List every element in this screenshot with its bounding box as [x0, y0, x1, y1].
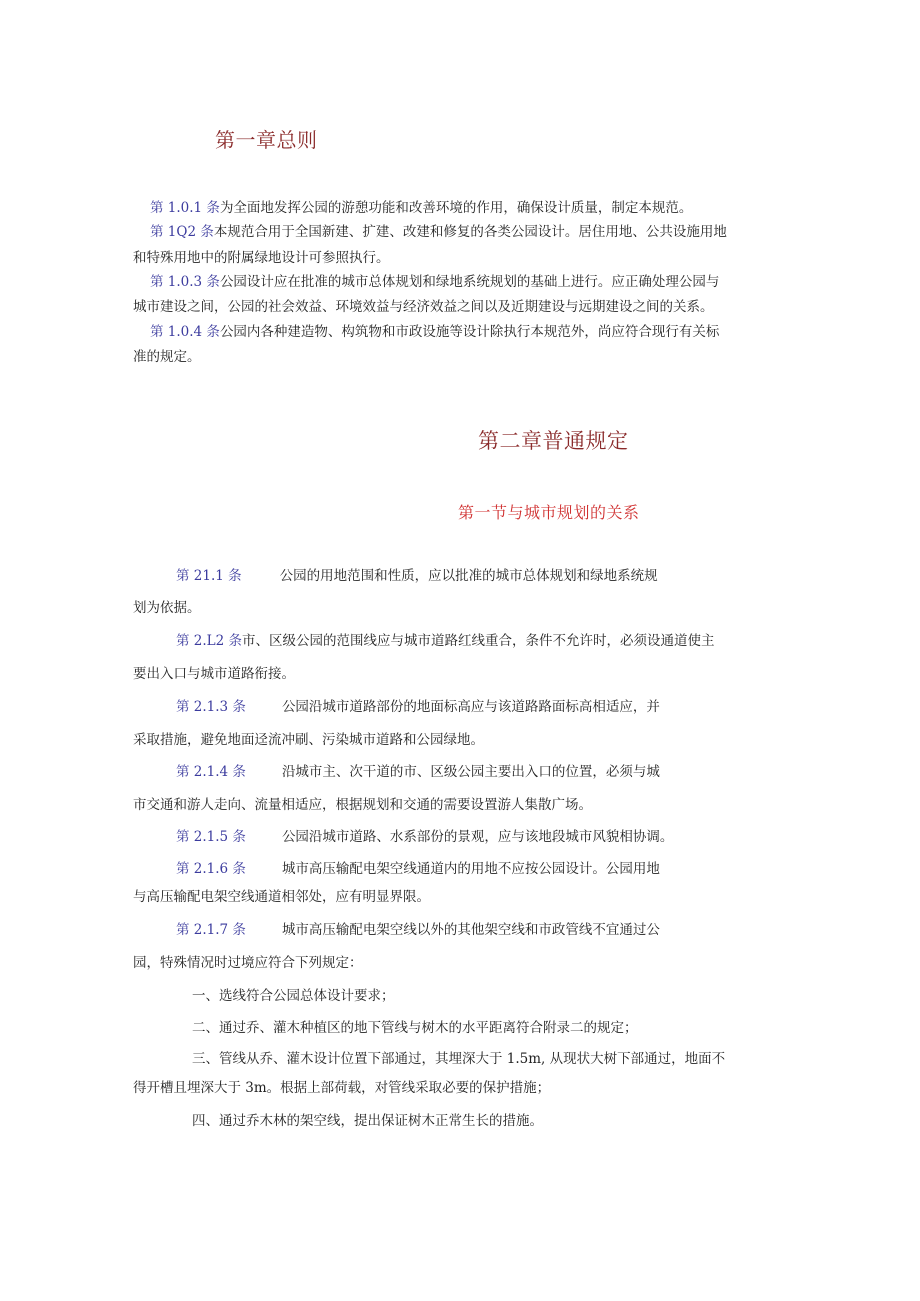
article-text-continued: 和特殊用地中的附属绿地设计可参照执行。	[133, 250, 390, 266]
article-label: 第 1.0.1 条	[150, 200, 220, 216]
list-item: 三、管线从乔、灌木设计位置下部通过，其埋深大于 1.5m, 从现状大树下部通过，地面不	[192, 1051, 726, 1067]
article-2-1-1	[176, 563, 658, 589]
article-2-1-3	[176, 694, 660, 720]
article-2-1-6	[176, 856, 660, 882]
article-text: 沿城市主、次干道的市、区级公园主要出入口的位置，必须与城	[281, 764, 660, 780]
article-text-continued: 园，特殊情况时过境应符合下列规定：	[133, 955, 363, 971]
article-text: 市、区级公园的范围线应与城市道路红线重合，条件不允许时，必须设通道使主	[242, 633, 715, 649]
article-text: 城市高压输配电架空线以外的其他架空线和市政管线不宜通过公	[281, 922, 660, 938]
article-text: 公园设计应在批准的城市总体规划和绿地系统规划的基础上进行。应正确处理公园与	[219, 274, 720, 290]
article-label: 第 2.1.6 条	[176, 861, 246, 877]
article-text: 公园的用地范围和性质，应以批准的城市总体规划和绿地系统规	[279, 568, 658, 584]
article-label: 第 2.1.3 条	[176, 699, 246, 715]
article-label: 第 2.L2 条	[176, 633, 243, 649]
article-text: 公园沿城市道路部份的地面标高应与该道路路面标高相适应，并	[281, 699, 660, 715]
article-text: 本规范合用于全国新建、扩建、改建和修复的各类公园设计。居住用地、公共设施用地	[213, 224, 727, 240]
article-label: 第 2.1.7 条	[176, 922, 246, 938]
article-text: 城市高压输配电架空线通道内的用地不应按公园设计。公园用地	[281, 861, 660, 877]
list-item: 一、选线符合公园总体设计要求；	[192, 988, 395, 1004]
article-label: 第 1Q2 条	[150, 224, 214, 240]
article-text-continued: 与高压输配电架空线通道相邻处，应有明显界限。	[133, 889, 430, 905]
article-2-1-2	[176, 628, 715, 654]
article-text-continued: 准的规定。	[133, 349, 201, 365]
article-1-0-3	[150, 269, 719, 295]
section1-title: 第一节与城市规划的关系	[458, 503, 640, 522]
article-text-continued: 城市建设之间，公园的社会效益、环境效益与经济效益之间以及近期建设与远期建设之间的关系。	[133, 299, 714, 315]
list-item: 二、通过乔、灌木种植区的地下管线与树木的水平距离符合附录二的规定；	[192, 1020, 638, 1036]
article-2-1-5	[176, 824, 673, 850]
chapter2-title: 第二章普通规定	[478, 429, 629, 453]
article-text-continued: 划为依据。	[133, 600, 201, 616]
article-text-continued: 市交通和游人走向、流量相适应，根据规划和交通的需要设置游人集散广场。	[133, 797, 592, 813]
article-1-0-4	[150, 319, 719, 345]
article-label: 第 1.0.4 条	[150, 324, 220, 340]
article-2-1-4	[176, 759, 660, 785]
article-label: 第 2.1.4 条	[176, 764, 246, 780]
list-item-continued: 得开槽且埋深大于 3m。根据上部荷载，对管线采取必要的保护措施；	[133, 1080, 551, 1096]
article-label: 第 1.0.3 条	[150, 274, 220, 290]
chapter1-title: 第一章总则	[215, 128, 318, 152]
list-item: 四、通过乔木林的架空线，提出保证树木正常生长的措施。	[192, 1113, 543, 1129]
article-text-continued: 采取措施，避免地面迳流冲刷、污染城市道路和公园绿地。	[133, 732, 484, 748]
article-1-0-1	[150, 195, 692, 221]
article-text: 公园内各种建造物、构筑物和市政设施等设计除执行本规范外，尚应符合现行有关标	[219, 324, 720, 340]
article-label: 第 2.1.5 条	[176, 829, 246, 845]
article-2-1-7	[176, 917, 660, 943]
article-label: 第 21.1 条	[176, 568, 242, 584]
article-text: 公园沿城市道路、水系部份的景观，应与该地段城市风貌相协调。	[281, 829, 674, 845]
article-text-continued: 要出入口与城市道路衔接。	[133, 666, 295, 682]
article-text: 为全面地发挥公园的游憩功能和改善环境的作用，确保设计质量，制定本规范。	[219, 200, 693, 216]
article-1-0-2	[150, 219, 727, 245]
